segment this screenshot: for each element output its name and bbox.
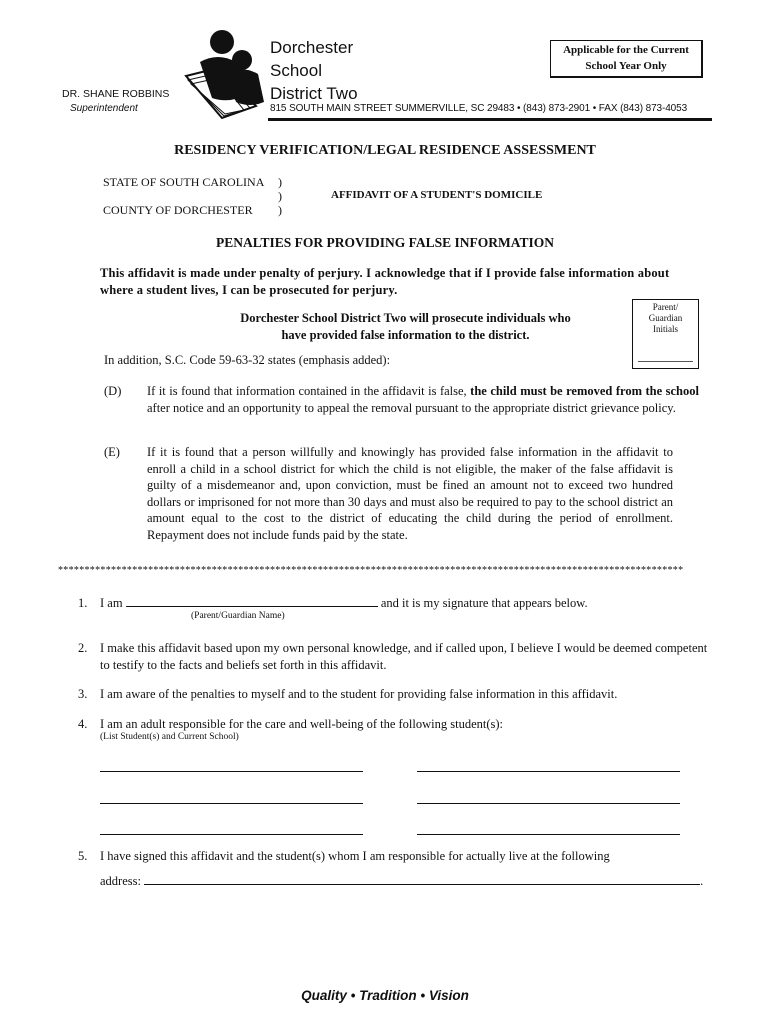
prosecution-notice: Dorchester School District Two will prosecute individuals who have provided false information to the district. (240, 311, 571, 342)
parent-name-field[interactable] (126, 606, 378, 607)
item-5: I have signed this affidavit and the student(s) whom I am responsible for actually live at the following (100, 849, 610, 863)
venue-state: STATE OF SOUTH CAROLINA (103, 175, 265, 189)
item-4: I am an adult responsible for the care and well-being of the following student(s): (100, 717, 504, 731)
footer-motto: Quality • Tradition • Vision (301, 988, 469, 1003)
student-field[interactable] (100, 758, 363, 772)
venue-paren: ) (278, 189, 282, 203)
district-logo (178, 28, 274, 120)
clause-d-emphasis: the child must be removed from the school (470, 384, 699, 398)
school-field[interactable] (417, 821, 680, 835)
clause-d-text (147, 383, 699, 416)
initials-label-line3: Initials (653, 324, 678, 334)
applicable-line1: Applicable for the Current (563, 44, 689, 56)
item-2-number: 2. (78, 641, 88, 655)
parent-name-caption: (Parent/Guardian Name) (191, 611, 285, 621)
superintendent-title: Superintendent (70, 103, 138, 114)
applicable-notice-box (550, 40, 703, 78)
address-label: address: (100, 874, 141, 888)
district-name-line2: School (270, 61, 322, 80)
item-2: I make this affidavit based upon my own personal knowledge, and if called upon, I believe I would be deemed competent to testify to the facts and beliefs set forth in this affidavit. (100, 641, 708, 672)
superintendent-name: DR. SHANE ROBBINS (62, 88, 170, 100)
item-1-number: 1. (78, 596, 88, 610)
separator-line: ********************************************************************************************************************** (58, 565, 684, 576)
affidavit-label: AFFIDAVIT OF A STUDENT'S DOMICILE (331, 189, 543, 201)
header-rule (268, 118, 712, 121)
applicable-line2: School Year Only (585, 60, 667, 72)
item-1-pre: I am (100, 596, 123, 610)
perjury-statement: This affidavit is made under penalty of perjury. I acknowledge that if I provide false information about where a student lives, I can be prosecuted for perjury. (100, 266, 670, 297)
student-field[interactable] (100, 821, 363, 835)
student-field[interactable] (100, 790, 363, 804)
venue-paren: ) (278, 175, 282, 189)
initials-signature-line[interactable] (638, 361, 693, 362)
clause-e-label: (E) (104, 445, 120, 459)
school-field[interactable] (417, 790, 680, 804)
address-field[interactable] (144, 884, 700, 885)
clause-d-label: (D) (104, 384, 122, 398)
item-3: I am aware of the penalties to myself and to the student for providing false information in this affidavit. (100, 687, 618, 701)
venue-county: COUNTY OF DORCHESTER (103, 203, 253, 217)
address-period: . (700, 874, 704, 888)
student-list-caption: (List Student(s) and Current School) (100, 732, 239, 742)
address-row (100, 873, 703, 890)
item-1-post: and it is my signature that appears below. (380, 596, 588, 610)
item-3-number: 3. (78, 687, 88, 701)
initials-label-line1: Parent/ (652, 302, 679, 312)
item-4-number: 4. (78, 717, 88, 731)
clause-e-text: If it is found that a person willfully and knowingly has provided false information in the affidavit to enroll a child in a school district for which the child is not eligible, the maker of the false affidavit is guilty of a misdemeanor and, upon conviction, must be fined an amount not to exceed two hundred dollars or imprisoned for not more than 30 days and must also be required to pay to the school district an amount equal to the cost to the district of educating the child during the period of enrollment. Repayment does not include funds paid by the state. (147, 445, 673, 542)
penalties-heading: PENALTIES FOR PROVIDING FALSE INFORMATION (215, 235, 555, 250)
district-address: 815 SOUTH MAIN STREET SUMMERVILLE, SC 29483 • (843) 873-2901 • FAX (843) 873-4053 (270, 103, 688, 114)
parent-initials-box[interactable] (632, 299, 699, 369)
code-intro: In addition, S.C. Code 59-63-32 states (emphasis added): (104, 353, 391, 367)
clause-d-post: after notice and an opportunity to appeal the removal pursuant to the appropriate district grievance policy. (147, 400, 676, 415)
item-5-number: 5. (78, 849, 88, 863)
initials-label-line2: Guardian (648, 313, 683, 323)
venue-paren: ) (278, 203, 282, 217)
district-name-line1: Dorchester (270, 38, 354, 57)
school-field[interactable] (417, 758, 680, 772)
item-1 (100, 595, 588, 612)
clause-d-pre: If it is found that information contained in the affidavit is false, (147, 384, 471, 398)
document-title: RESIDENCY VERIFICATION/LEGAL RESIDENCE ASSESSMENT (174, 143, 596, 158)
district-name-line3: District Two (270, 84, 358, 103)
